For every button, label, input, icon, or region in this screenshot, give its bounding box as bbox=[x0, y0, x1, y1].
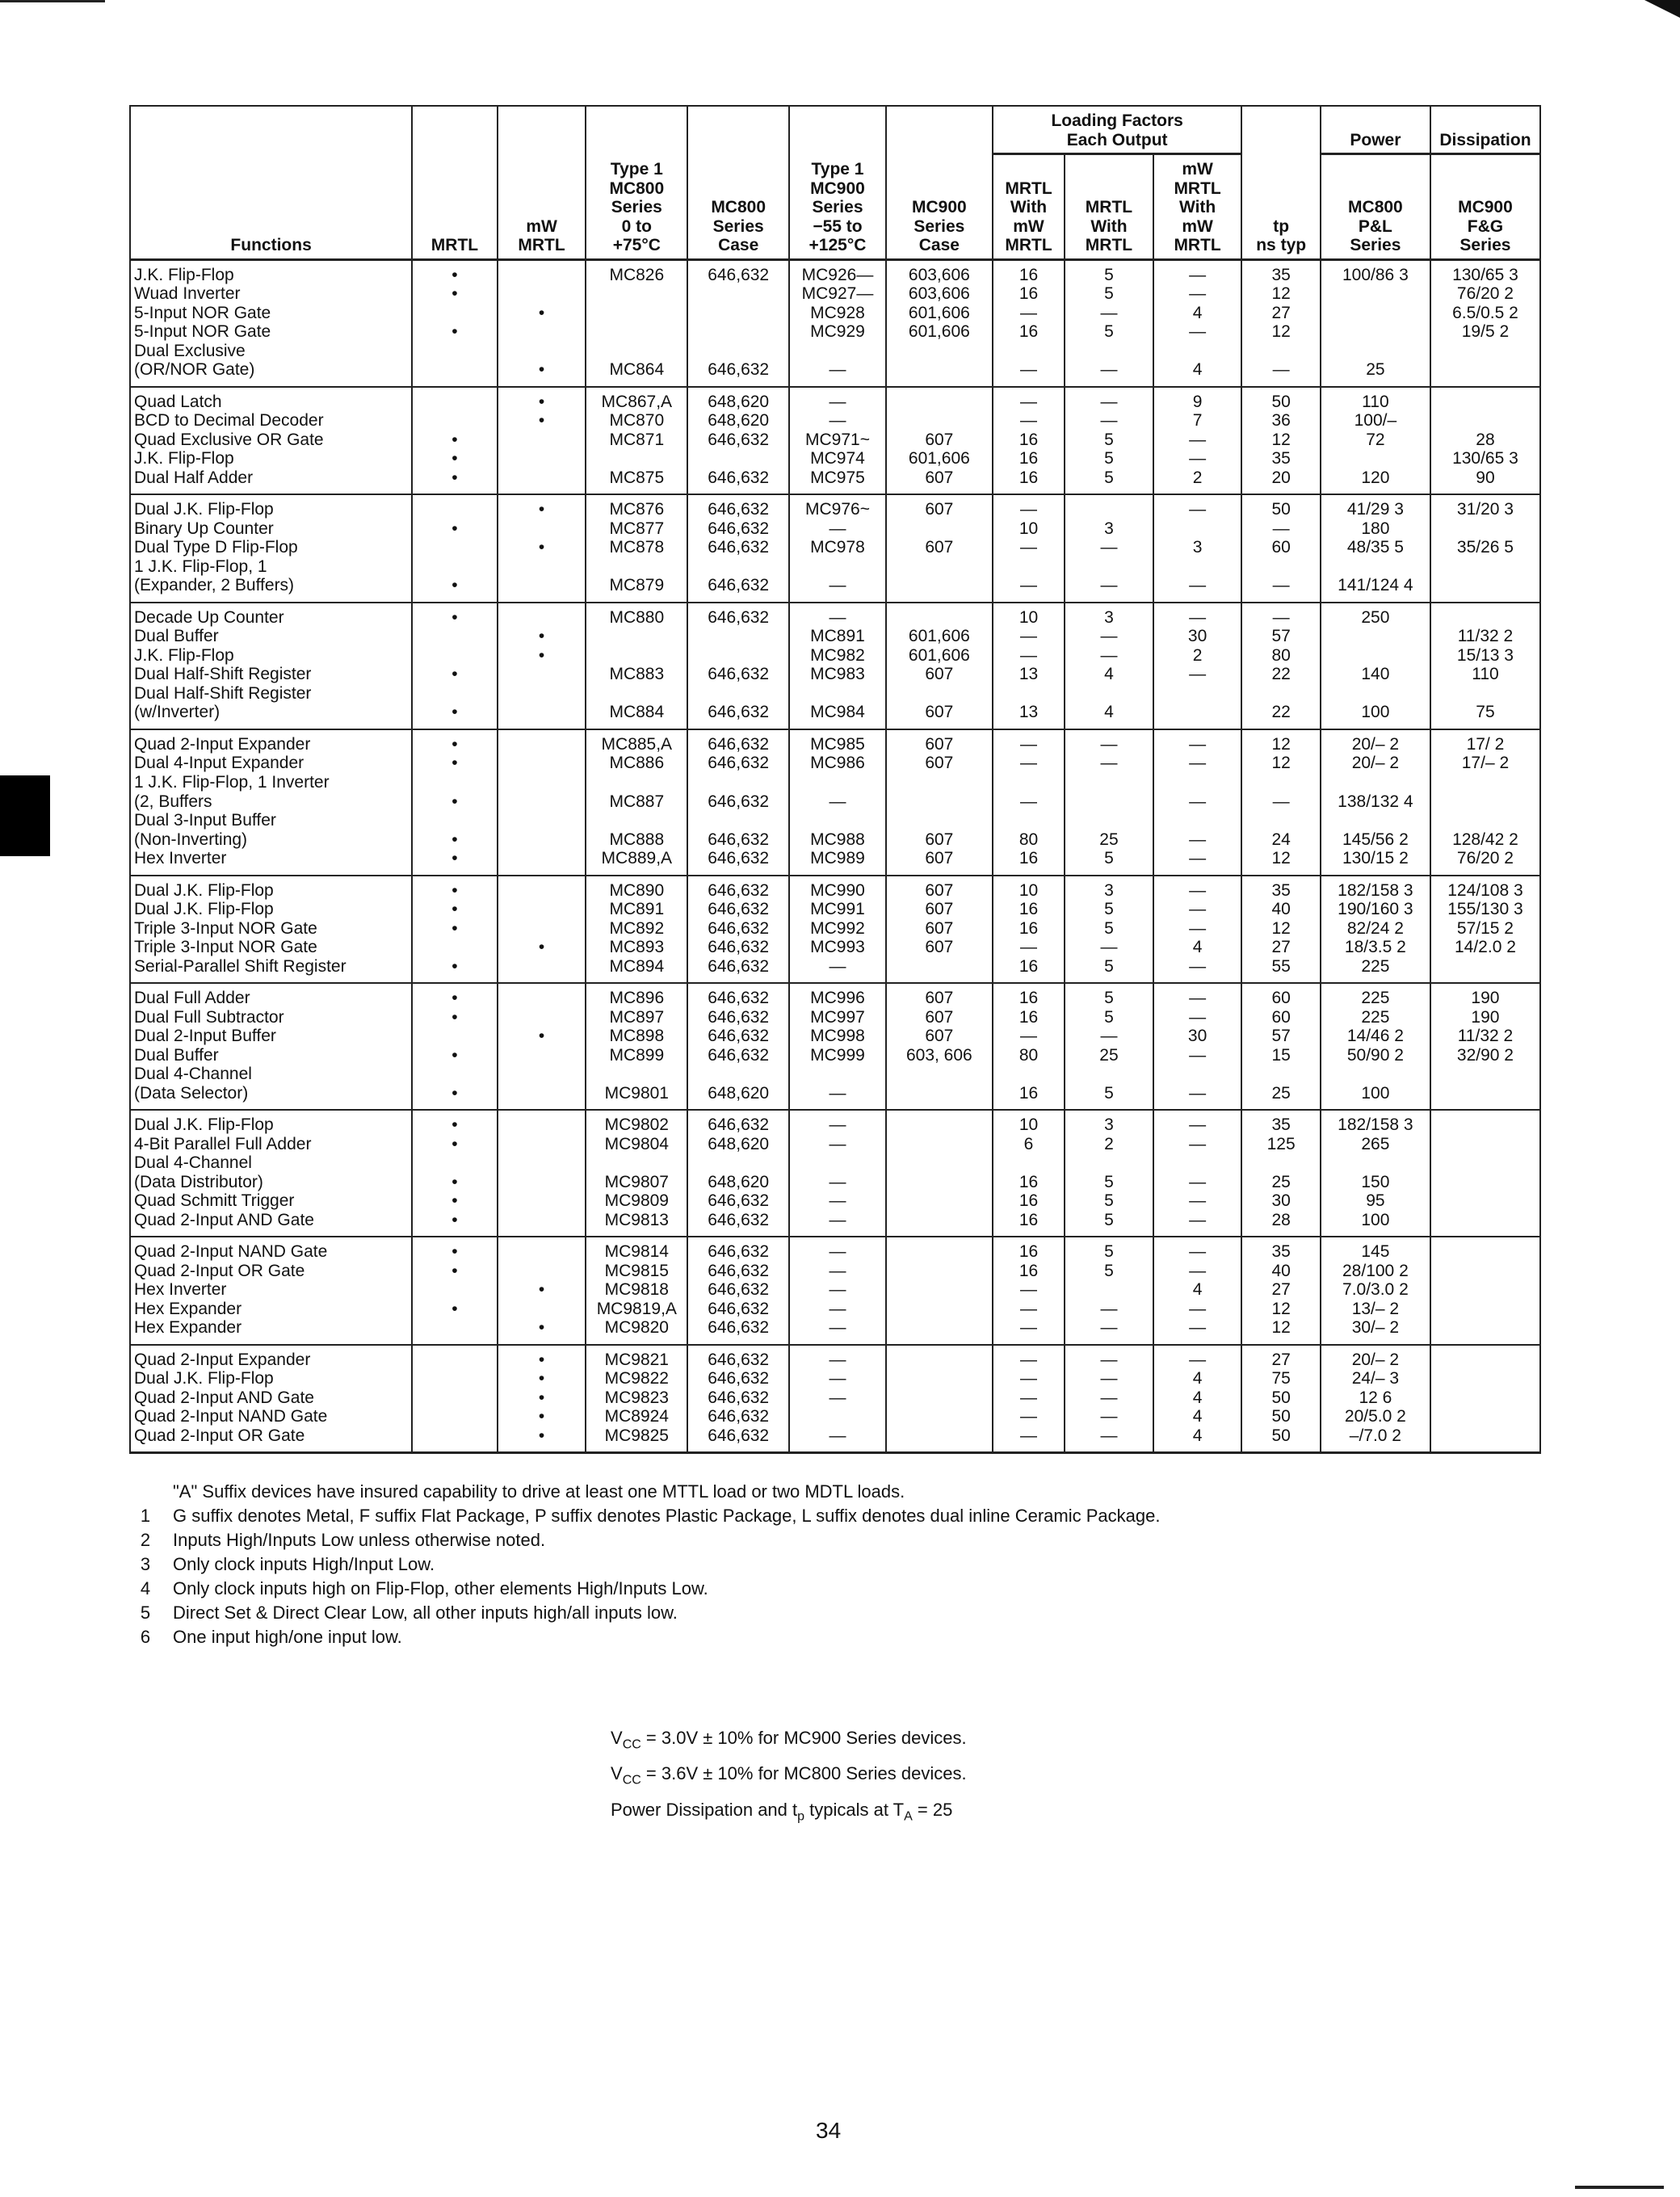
lf-mw-mw-cell: — — 30 — — bbox=[1153, 983, 1242, 1110]
lf-mrtl-mw-cell: 10 6 16 16 16 bbox=[993, 1110, 1065, 1237]
table-row bbox=[130, 729, 1540, 876]
mrtl-cell: • • • bbox=[412, 387, 498, 495]
power-mc800-cell: 41/29 3 180 48/35 5 141/124 4 bbox=[1321, 494, 1430, 603]
power-mc800-cell: 182/158 3 265 150 95 100 bbox=[1321, 1110, 1430, 1237]
footnote-number: 1 bbox=[140, 1506, 151, 1526]
footnote-5 bbox=[118, 1601, 1588, 1625]
pd-text-post: = 25 bbox=[912, 1799, 953, 1820]
mrtl-cell: • • • • bbox=[412, 876, 498, 984]
header-mw-mrtl-with-mw: mW MRTL With mW MRTL bbox=[1153, 154, 1242, 260]
group-1 bbox=[130, 259, 1540, 387]
functions-cell: Dual Full Adder Dual Full Subtractor Dual 2-Input Buffer Dual Buffer Dual 4-Channel (Data Selector) bbox=[130, 983, 412, 1110]
lf-mrtl-mw-cell: — 10 — — bbox=[993, 494, 1065, 603]
lf-mrtl-mw-cell: 10 — — 13 13 bbox=[993, 603, 1065, 729]
vcc-subscript: CC bbox=[622, 1737, 641, 1752]
mc800-case-cell: 646,632 646,632 646,632 646,632 646,632 bbox=[687, 1237, 789, 1345]
table-row bbox=[130, 876, 1540, 984]
power-mc800-cell: 225 225 14/46 2 50/90 2 100 bbox=[1321, 983, 1430, 1110]
footnote-number: 2 bbox=[140, 1530, 151, 1550]
power-mc900-cell: 11/32 2 15/13 3 110 75 bbox=[1430, 603, 1540, 729]
footnote-number: 6 bbox=[140, 1627, 151, 1647]
mc800-case-cell: 646,632 646,632 646,632 bbox=[687, 603, 789, 729]
device-selection-table bbox=[129, 105, 1541, 1454]
group-4 bbox=[130, 603, 1540, 729]
mc800-case-cell: 646,632 646,632 646,632 646,632 646,632 bbox=[687, 729, 789, 876]
power-mc800-cell: 20/– 2 20/– 2 138/132 4 145/56 2 130/15 2 bbox=[1321, 729, 1430, 876]
mc800-case-cell: 648,620 648,620 646,632 646,632 bbox=[687, 387, 789, 495]
footnotes bbox=[118, 1480, 1588, 1649]
lf-mw-mw-cell: — 3 — bbox=[1153, 494, 1242, 603]
lf-mw-mw-cell: — — 4 — 4 bbox=[1153, 259, 1242, 387]
power-mc900-cell: 17/ 2 17/– 2 128/42 2 76/20 2 bbox=[1430, 729, 1540, 876]
mw-mrtl-cell: • • bbox=[498, 259, 586, 387]
tp-subscript: p bbox=[797, 1809, 805, 1824]
table-row bbox=[130, 387, 1540, 495]
mrtl-cell: • • • • • bbox=[412, 729, 498, 876]
footnote-number: 5 bbox=[140, 1603, 151, 1623]
mc900-case-cell: 607 601,606 607 bbox=[886, 387, 993, 495]
header-dissipation: Dissipation bbox=[1430, 106, 1540, 154]
mw-mrtl-cell bbox=[498, 1110, 586, 1237]
functions-cell: Decade Up Counter Dual Buffer J.K. Flip-Flop Dual Half-Shift Register Dual Half-Shift Register (w/Inverter) bbox=[130, 603, 412, 729]
lf-mw-mw-cell: — 30 2 — bbox=[1153, 603, 1242, 729]
mc800-type-cell: MC9814 MC9815 MC9818 MC9819,A MC9820 bbox=[586, 1237, 687, 1345]
side-thumb-tab bbox=[0, 775, 50, 856]
functions-cell: Quad 2-Input Expander Dual 4-Input Expander 1 J.K. Flip-Flop, 1 Inverter (2, Buffers Dual 3-Input Buffer (Non-Inverting) Hex Inverter bbox=[130, 729, 412, 876]
operating-conditions bbox=[611, 1724, 967, 1831]
pd-text-mid: typicals at T bbox=[804, 1799, 905, 1820]
group-2 bbox=[130, 387, 1540, 495]
mc900-type-cell: — MC891 MC982 MC983 MC984 bbox=[789, 603, 886, 729]
footnote-text: Only clock inputs High/Input Low. bbox=[173, 1554, 435, 1574]
lf-mrtl-mw-cell: 10 16 16 — 16 bbox=[993, 876, 1065, 984]
functions-cell: Quad 2-Input NAND Gate Quad 2-Input OR Gate Hex Inverter Hex Expander Hex Expander bbox=[130, 1237, 412, 1345]
mc800-type-cell: MC885,A MC886 MC887 MC888 MC889,A bbox=[586, 729, 687, 876]
mc800-case-cell: 646,632 646,632 646,632 646,632 648,620 bbox=[687, 983, 789, 1110]
header-mrtl-with-mrtl: MRTL With MRTL bbox=[1065, 154, 1153, 260]
header-tp: tp ns typ bbox=[1241, 106, 1320, 259]
lf-mrtl-mrtl-cell: 5 5 — 25 5 bbox=[1065, 983, 1153, 1110]
vcc-mc800-line bbox=[611, 1759, 967, 1795]
header-mc800-case: MC800 Series Case bbox=[687, 106, 789, 259]
functions-cell: Quad 2-Input Expander Dual J.K. Flip-Flop Quad 2-Input AND Gate Quad 2-Input NAND Gate Quad 2-Input OR Gate bbox=[130, 1345, 412, 1453]
power-mc900-cell: 190 190 11/32 2 32/90 2 bbox=[1430, 983, 1540, 1110]
mc800-type-cell: MC890 MC891 MC892 MC893 MC894 bbox=[586, 876, 687, 984]
mc900-case-cell: 607 607 607 607 bbox=[886, 729, 993, 876]
functions-cell: Dual J.K. Flip-Flop 4-Bit Parallel Full Adder Dual 4-Channel (Data Distributor) Quad Schmitt Trigger Quad 2-Input AND Gate bbox=[130, 1110, 412, 1237]
mc800-type-cell: MC880 MC883 MC884 bbox=[586, 603, 687, 729]
mc900-case-cell: 607 607 bbox=[886, 494, 993, 603]
header-mc900-case: MC900 Series Case bbox=[886, 106, 993, 259]
mc900-case-cell bbox=[886, 1110, 993, 1237]
header-power: Power bbox=[1321, 106, 1430, 154]
group-8 bbox=[130, 1110, 1540, 1237]
power-mc900-cell bbox=[1430, 1345, 1540, 1453]
functions-cell: Dual J.K. Flip-Flop Binary Up Counter Dual Type D Flip-Flop 1 J.K. Flip-Flop, 1 (Expander, 2 Buffers) bbox=[130, 494, 412, 603]
tp-cell: 50 — 60 — bbox=[1241, 494, 1320, 603]
vcc-symbol: V bbox=[611, 1763, 623, 1784]
power-mc900-cell: 130/65 3 76/20 2 6.5/0.5 2 19/5 2 bbox=[1430, 259, 1540, 387]
footnote-text: G suffix denotes Metal, F suffix Flat Package, P suffix denotes Plastic Package, L suffix denotes dual inline Ceramic Package. bbox=[173, 1506, 1161, 1526]
vcc-mc900-line bbox=[611, 1724, 967, 1759]
mc900-case-cell bbox=[886, 1345, 993, 1453]
header-loading-factors: Loading Factors Each Output bbox=[993, 106, 1242, 154]
footnote-text: Inputs High/Inputs Low unless otherwise noted. bbox=[173, 1530, 546, 1550]
mw-mrtl-cell: • bbox=[498, 876, 586, 984]
power-mc800-cell: 182/158 3 190/160 3 82/24 2 18/3.5 2 225 bbox=[1321, 876, 1430, 984]
footnote-suffix-a bbox=[118, 1480, 1588, 1504]
mc900-type-cell: MC996 MC997 MC998 MC999 — bbox=[789, 983, 886, 1110]
ta-subscript: A bbox=[904, 1809, 913, 1824]
table-row bbox=[130, 603, 1540, 729]
lf-mrtl-mrtl-cell: — — — — — bbox=[1065, 1345, 1153, 1453]
footnote-text: "A" Suffix devices have insured capability to drive at least one MTTL load or two MDTL loads. bbox=[173, 1481, 905, 1502]
mrtl-cell: • • • • bbox=[412, 983, 498, 1110]
footnote-number: 4 bbox=[140, 1578, 151, 1598]
power-mc800-cell: 100/86 3 25 bbox=[1321, 259, 1430, 387]
header-functions: Functions bbox=[130, 106, 412, 259]
power-mc900-cell bbox=[1430, 1237, 1540, 1345]
table-row bbox=[130, 1237, 1540, 1345]
group-10 bbox=[130, 1345, 1540, 1453]
footnote-1 bbox=[118, 1504, 1588, 1528]
lf-mw-mw-cell: — — — — — bbox=[1153, 729, 1242, 876]
lf-mrtl-mw-cell: 16 16 — 80 16 bbox=[993, 983, 1065, 1110]
power-mc900-cell bbox=[1430, 1110, 1540, 1237]
table-row bbox=[130, 1110, 1540, 1237]
header-mrtl-with-mw: MRTL With mW MRTL bbox=[993, 154, 1065, 260]
lf-mw-mw-cell: 9 7 — — 2 bbox=[1153, 387, 1242, 495]
tp-cell: 27 75 50 50 50 bbox=[1241, 1345, 1320, 1453]
header-mrtl: MRTL bbox=[412, 106, 498, 259]
mrtl-cell: • • • bbox=[412, 259, 498, 387]
power-mc900-cell: 31/20 3 35/26 5 bbox=[1430, 494, 1540, 603]
power-mc900-cell: 28 130/65 3 90 bbox=[1430, 387, 1540, 495]
mc900-case-cell bbox=[886, 1237, 993, 1345]
tp-cell: 60 60 57 15 25 bbox=[1241, 983, 1320, 1110]
mc900-case-cell: 607 607 607 603, 606 bbox=[886, 983, 993, 1110]
header-type1-mc800: Type 1 MC800 Series 0 to +75°C bbox=[586, 106, 687, 259]
lf-mw-mw-cell: — — — — — bbox=[1153, 1110, 1242, 1237]
mc900-type-cell: — — — — — bbox=[789, 1110, 886, 1237]
lf-mrtl-mrtl-cell: 3 2 5 5 5 bbox=[1065, 1110, 1153, 1237]
mc900-type-cell: — — MC971~ MC974 MC975 bbox=[789, 387, 886, 495]
footnote-6 bbox=[118, 1625, 1588, 1649]
lf-mrtl-mw-cell: — — — 80 16 bbox=[993, 729, 1065, 876]
mw-mrtl-cell: • • bbox=[498, 494, 586, 603]
mc800-case-cell: 646,632 646,632 646,632 646,632 646,632 bbox=[687, 876, 789, 984]
lf-mrtl-mrtl-cell: 3 5 5 — 5 bbox=[1065, 876, 1153, 984]
mc900-type-cell: — — — — — bbox=[789, 1237, 886, 1345]
vcc-mc800-text: = 3.6V ± 10% for MC800 Series devices. bbox=[640, 1763, 967, 1784]
mrtl-cell: • • • bbox=[412, 1237, 498, 1345]
page-number: 34 bbox=[816, 2118, 842, 2143]
power-mc800-cell: 20/– 2 24/– 3 12 6 20/5.0 2 –/7.0 2 bbox=[1321, 1345, 1430, 1453]
mrtl-cell bbox=[412, 1345, 498, 1453]
lf-mrtl-mrtl-cell: — — 5 5 5 bbox=[1065, 387, 1153, 495]
footnote-2 bbox=[118, 1528, 1588, 1552]
lf-mw-mw-cell: — 4 4 4 4 bbox=[1153, 1345, 1242, 1453]
lf-mrtl-mrtl-cell: 5 5 — 5 — bbox=[1065, 259, 1153, 387]
group-3 bbox=[130, 494, 1540, 603]
lf-mrtl-mrtl-cell: 3 — — bbox=[1065, 494, 1153, 603]
lf-mw-mw-cell: — — — 4 — bbox=[1153, 876, 1242, 984]
mc900-case-cell: 603,606 603,606 601,606 601,606 bbox=[886, 259, 993, 387]
mw-mrtl-cell: • bbox=[498, 983, 586, 1110]
lf-mrtl-mrtl-cell: — — 25 5 bbox=[1065, 729, 1153, 876]
header-mc900-fg: MC900 F&G Series bbox=[1430, 154, 1540, 260]
lf-mw-mw-cell: — — 4 — — bbox=[1153, 1237, 1242, 1345]
lf-mrtl-mrtl-cell: 5 5 — — bbox=[1065, 1237, 1153, 1345]
vcc-subscript: CC bbox=[622, 1773, 641, 1787]
pd-text-pre: Power Dissipation and t bbox=[611, 1799, 798, 1820]
vcc-mc900-text: = 3.0V ± 10% for MC900 Series devices. bbox=[640, 1728, 967, 1748]
power-mc800-cell: 250 140 100 bbox=[1321, 603, 1430, 729]
header-mc800-pl: MC800 P&L Series bbox=[1321, 154, 1430, 260]
lf-mrtl-mw-cell: — — 16 16 16 bbox=[993, 387, 1065, 495]
power-mc800-cell: 145 28/100 2 7.0/3.0 2 13/– 2 30/– 2 bbox=[1321, 1237, 1430, 1345]
mc900-case-cell: 601,606 601,606 607 607 bbox=[886, 603, 993, 729]
mrtl-cell: • • • • • bbox=[412, 1110, 498, 1237]
header-mw-mrtl: mW MRTL bbox=[498, 106, 586, 259]
header-type1-mc900: Type 1 MC900 Series −55 to +125°C bbox=[789, 106, 886, 259]
vcc-symbol: V bbox=[611, 1728, 623, 1748]
mc900-type-cell: MC926— MC927— MC928 MC929 — bbox=[789, 259, 886, 387]
mc800-type-cell: MC9802 MC9804 MC9807 MC9809 MC9813 bbox=[586, 1110, 687, 1237]
lf-mrtl-mw-cell: 16 16 — 16 — bbox=[993, 259, 1065, 387]
mc800-case-cell: 646,632 646,632 bbox=[687, 259, 789, 387]
lf-mrtl-mw-cell: — — — — — bbox=[993, 1345, 1065, 1453]
table-row bbox=[130, 1345, 1540, 1453]
mc800-type-cell: MC867,A MC870 MC871 MC875 bbox=[586, 387, 687, 495]
mc800-case-cell: 646,632 648,620 648,620 646,632 646,632 bbox=[687, 1110, 789, 1237]
mc800-type-cell: MC9821 MC9822 MC9823 MC8924 MC9825 bbox=[586, 1345, 687, 1453]
tp-cell: 35 125 25 30 28 bbox=[1241, 1110, 1320, 1237]
scan-edge-line bbox=[0, 0, 105, 2]
mc800-case-cell: 646,632 646,632 646,632 646,632 646,632 bbox=[687, 1345, 789, 1453]
mc800-case-cell: 646,632 646,632 646,632 646,632 bbox=[687, 494, 789, 603]
mc900-type-cell: MC985 MC986 — MC988 MC989 bbox=[789, 729, 886, 876]
bottom-edge-mark bbox=[1575, 2186, 1664, 2189]
group-5 bbox=[130, 729, 1540, 876]
tp-cell: 35 40 12 27 55 bbox=[1241, 876, 1320, 984]
footnote-text: Only clock inputs high on Flip-Flop, other elements High/Inputs Low. bbox=[173, 1578, 708, 1598]
footnote-4 bbox=[118, 1577, 1588, 1601]
group-9 bbox=[130, 1237, 1540, 1345]
mc800-type-cell: MC876 MC877 MC878 MC879 bbox=[586, 494, 687, 603]
lf-mrtl-mw-cell: 16 16 — — — bbox=[993, 1237, 1065, 1345]
footnote-text: Direct Set & Direct Clear Low, all other inputs high/all inputs low. bbox=[173, 1603, 678, 1623]
functions-cell: Dual J.K. Flip-Flop Dual J.K. Flip-Flop Triple 3-Input NOR Gate Triple 3-Input NOR Gate Serial-Parallel Shift Register bbox=[130, 876, 412, 984]
footnote-3 bbox=[118, 1552, 1588, 1577]
mw-mrtl-cell: • • bbox=[498, 387, 586, 495]
tp-cell: 35 40 27 12 12 bbox=[1241, 1237, 1320, 1345]
mc900-case-cell: 607 607 607 607 bbox=[886, 876, 993, 984]
mw-mrtl-cell: • • • • • bbox=[498, 1345, 586, 1453]
group-6 bbox=[130, 876, 1540, 984]
functions-cell: Quad Latch BCD to Decimal Decoder Quad Exclusive OR Gate J.K. Flip-Flop Dual Half Adder bbox=[130, 387, 412, 495]
footnote-number: 3 bbox=[140, 1554, 151, 1574]
mc800-type-cell: MC896 MC897 MC898 MC899 MC9801 bbox=[586, 983, 687, 1110]
tp-cell: 35 12 27 12 — bbox=[1241, 259, 1320, 387]
mc900-type-cell: — — — — bbox=[789, 1345, 886, 1453]
table-row bbox=[130, 259, 1540, 387]
table-row bbox=[130, 494, 1540, 603]
table-row bbox=[130, 983, 1540, 1110]
tp-cell: — 57 80 22 22 bbox=[1241, 603, 1320, 729]
tp-cell: 12 12 — 24 12 bbox=[1241, 729, 1320, 876]
corner-mark bbox=[1644, 0, 1680, 18]
mrtl-cell: • • bbox=[412, 494, 498, 603]
mw-mrtl-cell: • • bbox=[498, 603, 586, 729]
group-7 bbox=[130, 983, 1540, 1110]
mrtl-cell: • • • bbox=[412, 603, 498, 729]
functions-cell: J.K. Flip-Flop Wuad Inverter 5-Input NOR Gate 5-Input NOR Gate Dual Exclusive (OR/NOR Gate) bbox=[130, 259, 412, 387]
mc900-type-cell: MC976~ — MC978 — bbox=[789, 494, 886, 603]
mc800-type-cell: MC826 MC864 bbox=[586, 259, 687, 387]
power-mc800-cell: 110 100/– 72 120 bbox=[1321, 387, 1430, 495]
mc900-type-cell: MC990 MC991 MC992 MC993 — bbox=[789, 876, 886, 984]
lf-mrtl-mrtl-cell: 3 — — 4 4 bbox=[1065, 603, 1153, 729]
power-dissipation-line bbox=[611, 1796, 967, 1831]
mw-mrtl-cell bbox=[498, 729, 586, 876]
mw-mrtl-cell: • • bbox=[498, 1237, 586, 1345]
tp-cell: 50 36 12 35 20 bbox=[1241, 387, 1320, 495]
power-mc900-cell: 124/108 3 155/130 3 57/15 2 14/2.0 2 bbox=[1430, 876, 1540, 984]
footnote-text: One input high/one input low. bbox=[173, 1627, 402, 1647]
